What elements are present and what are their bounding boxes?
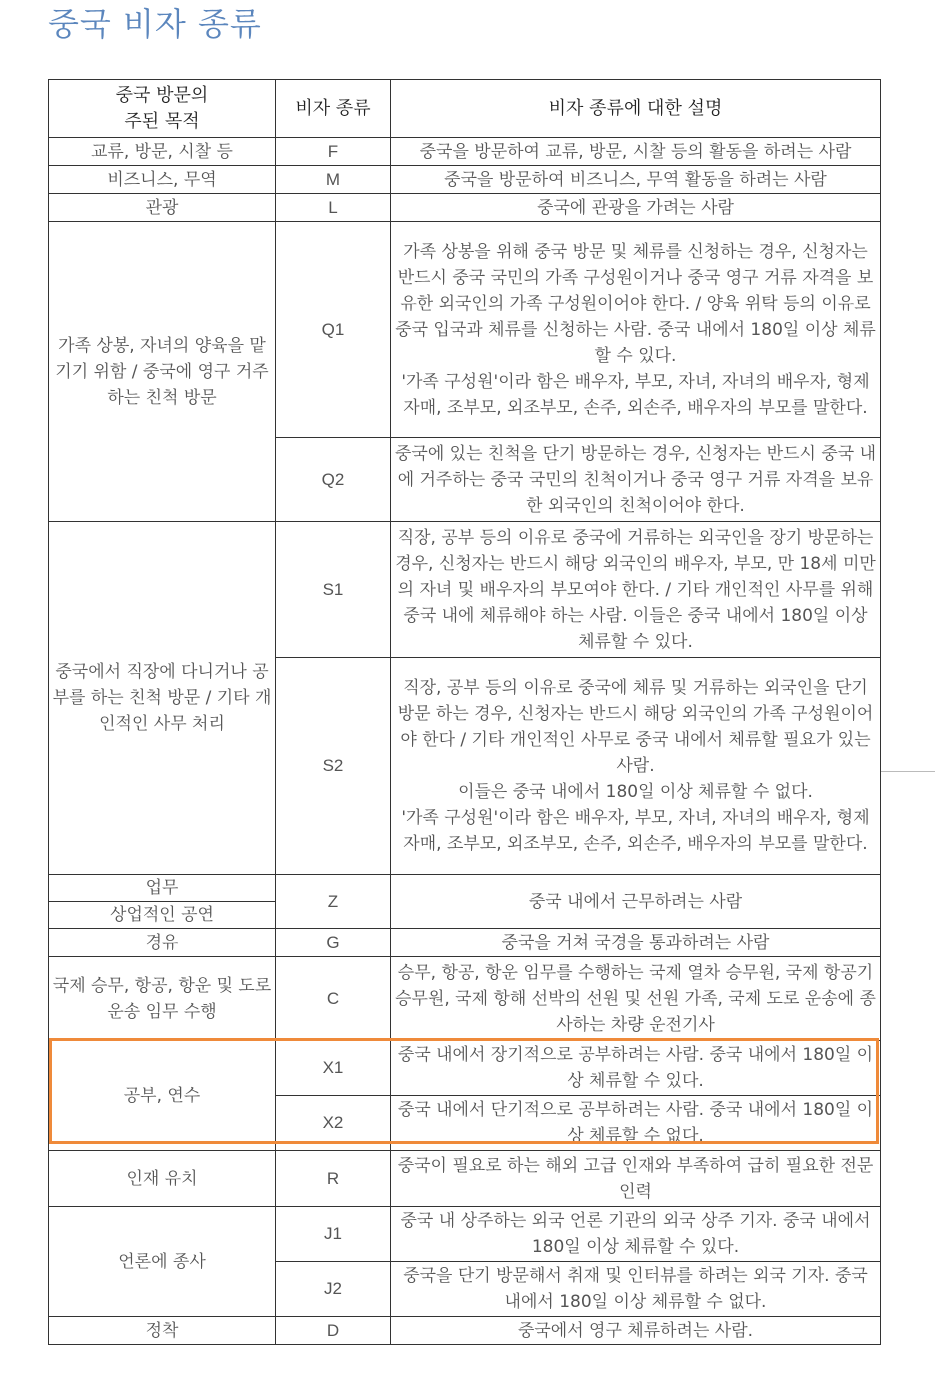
description-cell: [391, 658, 881, 875]
purpose-cell: 언론에 종사: [49, 1207, 276, 1317]
table-row: [49, 1151, 881, 1207]
table-row: [49, 957, 881, 1041]
table-row: [49, 1207, 881, 1262]
description-text: 가족 상봉을 위해 중국 방문 및 체류를 신청하는 경우, 신청자는 반드시 중국 국민의 가족 구성원이거나 중국 영구 거류 자격을 보유한 외국인의 가족 구성원이어야 한다. / 양육 위탁 등의 이유로 중국 입국과 체류를 신청하는 사람. 중국 내에서 180일 이상 체류할 수 있다.: [395, 241, 876, 366]
header-visa-type: 비자 종류: [276, 80, 391, 138]
visa-code-cell: F: [276, 138, 391, 166]
table-row: [49, 1041, 881, 1096]
table-row: [49, 222, 881, 438]
description-text: 이들은 중국 내에서 180일 이상 체류할 수 없다.: [458, 782, 813, 802]
purpose-cell: 인재 유치: [49, 1151, 276, 1207]
visa-code-cell: X2: [276, 1096, 391, 1151]
visa-table: [48, 79, 881, 1345]
visa-code-cell: Q2: [276, 438, 391, 522]
purpose-cell: 교류, 방문, 시찰 등: [49, 138, 276, 166]
visa-code-cell: R: [276, 1151, 391, 1207]
purpose-cell: 상업적인 공연: [49, 902, 276, 929]
visa-code-cell: L: [276, 194, 391, 222]
description-note: '가족 구성원'이라 함은 배우자, 부모, 자녀, 자녀의 배우자, 형제자매, 조부모, 외조부모, 손주, 외손주, 배우자의 부모를 말한다.: [401, 808, 870, 854]
visa-code-cell: J1: [276, 1207, 391, 1262]
description-text: 직장, 공부 등의 이유로 중국에 체류 및 거류하는 외국인을 단기 방문 하는 경우, 신청자는 반드시 해당 외국인의 가족 구성원이어야 한다 / 기타 개인적인 사무로 중국 내에서 체류할 필요가 있는 사람.: [397, 678, 874, 776]
visa-code-cell: Q1: [276, 222, 391, 438]
purpose-cell: 경유: [49, 929, 276, 957]
page-title: 중국 비자 종류: [48, 5, 262, 43]
visa-code-cell: Z: [276, 875, 391, 929]
purpose-cell: 가족 상봉, 자녀의 양육을 맡기기 위함 / 중국에 영구 거주하는 친척 방문: [49, 222, 276, 522]
description-note: '가족 구성원'이라 함은 배우자, 부모, 자녀, 자녀의 배우자, 형제자매, 조부모, 외조부모, 손주, 외손주, 배우자의 부모를 말한다.: [401, 371, 870, 418]
description-cell: 중국을 단기 방문해서 취재 및 인터뷰를 하려는 외국 기자. 중국 내에서 180일 이상 체류할 수 없다.: [391, 1262, 881, 1317]
visa-code-cell: C: [276, 957, 391, 1041]
table-row: [49, 166, 881, 194]
table-row: [49, 1317, 881, 1345]
table-row: [49, 522, 881, 658]
visa-code-cell: S2: [276, 658, 391, 875]
description-cell: [391, 222, 881, 438]
purpose-cell: 업무: [49, 875, 276, 902]
divider-line: [881, 771, 935, 772]
purpose-cell: 공부, 연수: [49, 1041, 276, 1151]
description-cell: 직장, 공부 등의 이유로 중국에 거류하는 외국인을 장기 방문하는 경우, 신청자는 반드시 해당 외국인의 배우자, 부모, 만 18세 미만의 자녀 및 배우자의 부모여야 한다. / 기타 개인적인 사무를 위해 중국 내에 체류해야 하는 사람. 이들은 중국 내에서 180일 이상 체류할 수 있다.: [391, 522, 881, 658]
table-row: [49, 929, 881, 957]
description-cell: 중국 내에서 단기적으로 공부하려는 사람. 중국 내에서 180일 이상 체류할 수 없다.: [391, 1096, 881, 1151]
purpose-cell: 정착: [49, 1317, 276, 1345]
description-cell: 중국에 있는 친척을 단기 방문하는 경우, 신청자는 반드시 중국 내에 거주하는 중국 국민의 친척이거나 중국 영구 거류 자격을 보유한 외국인의 친척이어야 한다.: [391, 438, 881, 522]
description-cell: 중국을 방문하여 교류, 방문, 시찰 등의 활동을 하려는 사람: [391, 138, 881, 166]
description-cell: 중국을 거쳐 국경을 통과하려는 사람: [391, 929, 881, 957]
table-header-row: [49, 80, 881, 138]
description-cell: 중국 내에서 장기적으로 공부하려는 사람. 중국 내에서 180일 이상 체류할 수 있다.: [391, 1041, 881, 1096]
purpose-cell: 관광: [49, 194, 276, 222]
visa-code-cell: J2: [276, 1262, 391, 1317]
description-cell: 중국에서 영구 체류하려는 사람.: [391, 1317, 881, 1345]
visa-code-cell: G: [276, 929, 391, 957]
table-row: [49, 875, 881, 902]
purpose-cell: 비즈니스, 무역: [49, 166, 276, 194]
header-description: 비자 종류에 대한 설명: [391, 80, 881, 138]
visa-code-cell: X1: [276, 1041, 391, 1096]
description-cell: 중국 내 상주하는 외국 언론 기관의 외국 상주 기자. 중국 내에서 180일 이상 체류할 수 있다.: [391, 1207, 881, 1262]
header-purpose: 중국 방문의 주된 목적: [49, 80, 276, 138]
table-row: [49, 194, 881, 222]
visa-code-cell: M: [276, 166, 391, 194]
description-cell: 중국이 필요로 하는 해외 고급 인재와 부족하여 급히 필요한 전문 인력: [391, 1151, 881, 1207]
description-cell: 중국에 관광을 가려는 사람: [391, 194, 881, 222]
description-cell: 중국을 방문하여 비즈니스, 무역 활동을 하려는 사람: [391, 166, 881, 194]
purpose-cell: 국제 승무, 항공, 항운 및 도로 운송 임무 수행: [49, 957, 276, 1041]
visa-code-cell: S1: [276, 522, 391, 658]
description-cell: 승무, 항공, 항운 임무를 수행하는 국제 열차 승무원, 국제 항공기 승무원, 국제 항해 선박의 선원 및 선원 가족, 국제 도로 운송에 종사하는 차량 운전기사: [391, 957, 881, 1041]
description-cell: 중국 내에서 근무하려는 사람: [391, 875, 881, 929]
table-row: [49, 138, 881, 166]
purpose-cell: 중국에서 직장에 다니거나 공부를 하는 친척 방문 / 기타 개인적인 사무 처리: [49, 522, 276, 875]
visa-code-cell: D: [276, 1317, 391, 1345]
